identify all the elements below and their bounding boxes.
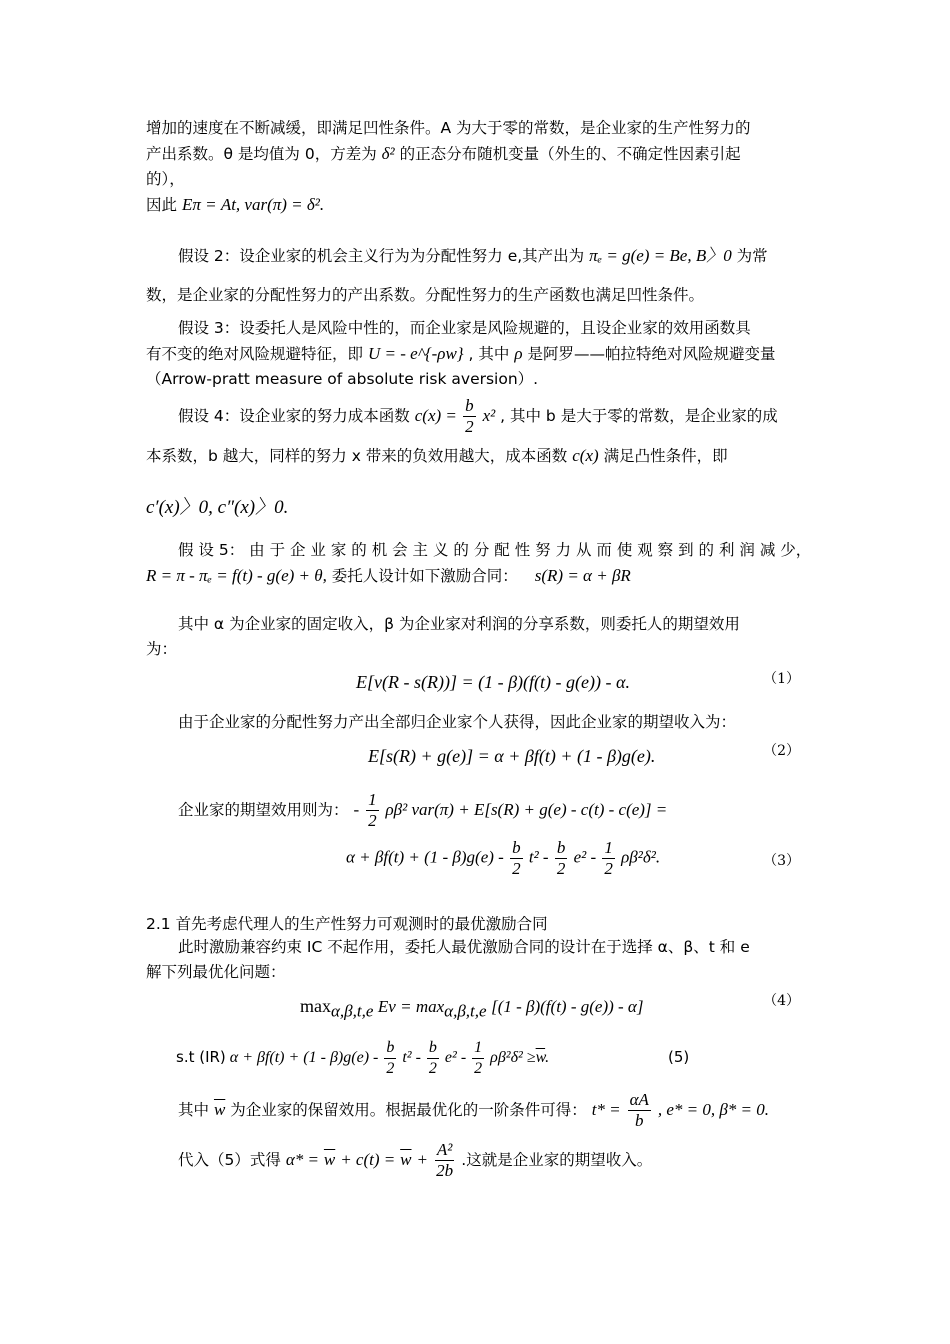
text-span: 委托人设计如下激励合同： [331, 567, 518, 585]
fraction-numerator: b [384, 1038, 396, 1059]
text-line: 由于企业家的分配性努力产出全部归企业家个人获得，因此企业家的期望收入为： [178, 713, 737, 731]
text-line [146, 443, 806, 469]
equation-number: （3） [763, 853, 800, 869]
text-line: （Arrow-pratt measure of absolute risk aversion）. [146, 370, 539, 388]
equation-3 [346, 838, 660, 879]
math-inline: - [353, 800, 360, 819]
text-span: 有不变的绝对风险规避特征，即 [146, 345, 364, 363]
math-span: max [300, 996, 331, 1016]
text-line [146, 341, 806, 367]
text-line [146, 563, 806, 589]
text-span: 为企业家的保留效用。根据最优化的一阶条件可得： [230, 1101, 587, 1119]
paragraph-optimization [146, 935, 806, 985]
text-line: 此时激励兼容约束 IC 不起作用，委托人最优激励合同的设计在于选择 α、β、t 和 e [178, 938, 750, 956]
math-inline: + [416, 1150, 428, 1169]
math-inline: α* = [285, 1150, 319, 1169]
text-span: .这就是企业家的期望收入。 [461, 1151, 653, 1169]
math-inline: t* = [591, 1100, 621, 1119]
text-line: 解下列最优化问题： [146, 963, 286, 981]
text-span: , 其中 b 是大于零的常数，是企业家的成 [500, 407, 778, 425]
fraction-numerator: A² [436, 1140, 453, 1159]
math-inline: δ² [381, 144, 395, 163]
fraction-numerator: b [427, 1038, 439, 1059]
math-inline: $\overline{w}$ [400, 1150, 412, 1169]
fraction-numerator: 1 [604, 838, 613, 857]
equation-1: E[v(R - s(R))] = (1 - β)(f(t) - g(e)) - α. [356, 672, 630, 692]
section-heading: 2.1 首先考虑代理人的生产性努力可观测时的最优激励合同 [146, 915, 548, 933]
text-span: 假设 4：设企业家的努力成本函数 [178, 407, 410, 425]
fraction-denominator: 2 [556, 859, 566, 878]
math-inline: + c(t) = [340, 1150, 396, 1169]
fraction-denominator: 2 [368, 811, 377, 830]
text-line [146, 790, 806, 831]
text-line: 的）， [146, 170, 185, 188]
text-line [146, 396, 806, 437]
math-inline: c(x) [572, 446, 599, 465]
paragraph-principal-utility [146, 612, 806, 662]
math-span: α + βf(t) + (1 - β)g(e) - [346, 847, 504, 867]
text-span: 假设 2：设企业家的机会主义行为为分配性努力 e,其产出为 [178, 247, 585, 265]
paragraph-substitution [146, 1140, 838, 1181]
math-inline: s(R) = α + βR [534, 566, 631, 585]
fraction-numerator: b [512, 838, 521, 857]
fraction [427, 1038, 439, 1079]
fraction-denominator: 2b [436, 1161, 454, 1180]
math-span: Ev = max [377, 997, 445, 1016]
fraction-denominator: 2 [604, 859, 613, 878]
text-line [146, 141, 806, 167]
text-span: 为常 [736, 247, 768, 265]
equation-2: E[s(R) + g(e)] = α + βf(t) + (1 - β)g(e). [368, 746, 656, 766]
math-inline: ρ [514, 344, 523, 363]
text-line: 假设 3：设委托人是风险中性的，而企业家是风险规避的，且设企业家的效用函数具 [178, 319, 751, 337]
fraction-denominator: 2 [428, 1060, 437, 1077]
math-span: α + βf(t) + (1 - β)g(e) - [229, 1049, 379, 1067]
math-span: e² - [573, 847, 597, 867]
math-inline: πₑ = g(e) = Be, B〉0 [589, 246, 732, 265]
math-inline: U = - e^{-ρw} [367, 344, 464, 363]
math-span: ρβ²δ². [621, 847, 661, 867]
text-span: 是阿罗——帕拉特绝对风险规避变量 [527, 345, 776, 363]
math-inline: , e* = 0, β* = 0. [657, 1100, 770, 1119]
text-span: 的正态分布随机变量（外生的、不确定性因素引起 [399, 145, 741, 163]
math-span: [(1 - β)(f(t) - g(e)) - α] [491, 997, 644, 1016]
fraction-denominator: 2 [474, 1060, 483, 1077]
paragraph-entrepreneur-utility [146, 790, 806, 831]
fraction [472, 1038, 484, 1079]
text-line: 假 设 5： 由 于 企 业 家 的 机 会 主 义 的 分 配 性 努 力 从 而 使 观 察 到 的 利 润 减 少， [178, 541, 812, 559]
equation-4 [300, 996, 643, 1022]
fraction [384, 1038, 396, 1079]
paragraph-assumption-2 [146, 243, 806, 308]
math-subscript: α,β,t,e [444, 1001, 487, 1021]
text-span: 因此 [146, 196, 178, 214]
fraction [602, 838, 615, 879]
text-span: , 其中 [468, 345, 510, 363]
math-span: ρβ²δ² ≥ [490, 1049, 536, 1067]
math-inline: R = π - πₑ = f(t) - g(e) + θ, [146, 566, 327, 585]
text-line: 为： [146, 640, 178, 658]
math-inline: Eπ = At, var(π) = δ². [181, 195, 325, 214]
fraction-numerator: b [465, 396, 474, 415]
paragraph-assumption-4 [146, 396, 806, 520]
text-span: 产出系数。θ 是均值为 0，方差为 [146, 145, 377, 163]
math-span: t² - [528, 847, 549, 867]
text-span: 代入（5）式得 [178, 1151, 281, 1169]
math-subscript: α,β,t,e [331, 1001, 374, 1021]
fraction-denominator: b [634, 1111, 644, 1130]
math-inline: c(x) = [414, 406, 462, 425]
math-span: $\overline{w}$ [535, 1049, 546, 1067]
fraction [463, 396, 476, 437]
fraction-denominator: 2 [465, 417, 474, 436]
equation-number: (5) [668, 1048, 690, 1066]
math-span: . [545, 1049, 550, 1067]
text-span: 本系数，b 越大，同样的努力 x 带来的负效用越大，成本函数 [146, 447, 568, 465]
text-line: 其中 α 为企业家的固定收入，β 为企业家对利润的分享系数，则委托人的期望效用 [178, 615, 740, 633]
fraction-numerator: b [556, 838, 566, 857]
equation-5 [176, 1038, 549, 1079]
math-inline: $\overline{w}$ [213, 1100, 226, 1119]
text-line: 增加的速度在不断减缓，即满足凹性条件。A 为大于零的常数，是企业家的生产性努力的 [146, 119, 751, 137]
fraction-denominator: 2 [512, 859, 521, 878]
paragraph-expected-income [146, 710, 806, 735]
paragraph-assumption-3 [146, 316, 806, 392]
math-span: e² - [444, 1049, 467, 1067]
text-span: 满足凸性条件，即 [603, 447, 728, 465]
paragraph-first-order [146, 1090, 838, 1131]
fraction [510, 838, 523, 879]
fraction-numerator: 1 [368, 790, 377, 809]
math-inline: ρβ² var(π) + E[s(R) + g(e) - c(t) - c(e)] = [385, 800, 668, 819]
text-span: 企业家的期望效用则为： [178, 801, 349, 819]
math-inline: x² [482, 406, 496, 425]
equation-number: （1） [763, 671, 800, 687]
text-line [146, 192, 806, 218]
equation-number: （4） [763, 993, 800, 1009]
fraction [555, 838, 568, 879]
math-span: s.t (IR) [176, 1048, 226, 1067]
fraction-numerator: αA [629, 1090, 649, 1109]
text-span: 其中 [178, 1101, 210, 1119]
paragraph-assumption-5 [146, 538, 812, 589]
fraction [628, 1090, 651, 1131]
math-inline: $\overline{w}$ [323, 1150, 336, 1169]
text-line: c′(x)〉0, c″(x)〉0. [146, 497, 289, 518]
fraction [366, 790, 379, 831]
text-line [146, 243, 806, 269]
text-line: 数，是企业家的分配性努力的产出系数。分配性努力的生产函数也满足凹性条件。 [146, 286, 705, 304]
equation-number: （2） [763, 743, 800, 759]
fraction-denominator: 2 [386, 1060, 395, 1077]
fraction-numerator: 1 [472, 1038, 484, 1059]
math-span: t² - [402, 1049, 421, 1067]
fraction [435, 1140, 454, 1181]
paragraph-concavity [146, 116, 806, 218]
